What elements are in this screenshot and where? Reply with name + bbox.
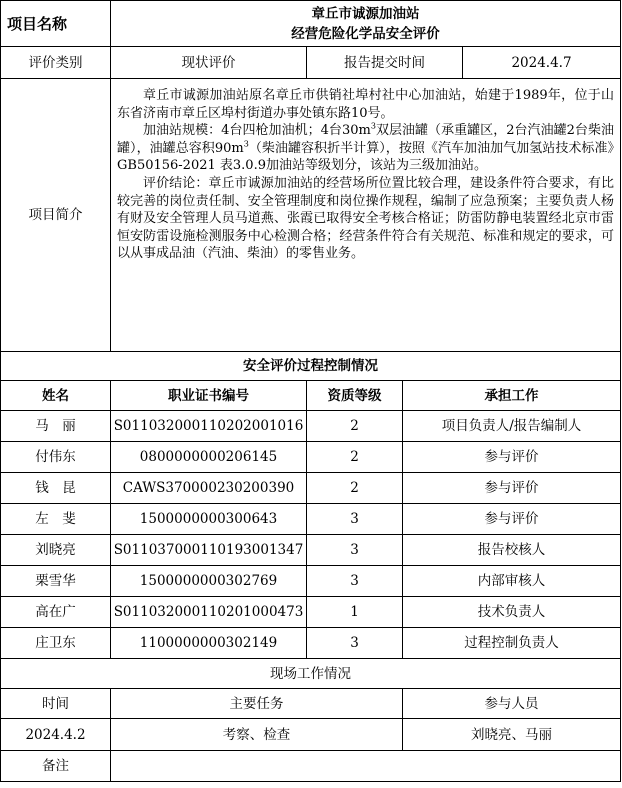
- scale-text-a: 加油站规模：4台四枪加油机；4台30m: [143, 123, 371, 139]
- table-row: [1, 473, 621, 504]
- project-title-line1: 章丘市诚源加油站: [311, 5, 420, 22]
- cert-number: S011032000110202001016: [111, 411, 307, 442]
- eval-type-row: [1, 47, 621, 79]
- person-name: 栗雪华: [1, 566, 111, 597]
- project-title: [111, 1, 621, 47]
- project-name-label: 项目名称: [1, 1, 111, 47]
- table-row: [1, 535, 621, 566]
- eval-type-label: 评价类别: [1, 47, 111, 79]
- report-time-value: 2024.4.7: [463, 47, 621, 79]
- intro-text: [111, 79, 621, 352]
- cert-number: S011032000110201000473: [111, 597, 307, 628]
- site-col-task: 主要任务: [111, 689, 403, 719]
- col-header-level: 资质等级: [307, 381, 403, 411]
- table-row: [1, 411, 621, 442]
- superscript-3: 3: [370, 121, 376, 131]
- assigned-work: 项目负责人/报告编制人: [403, 411, 621, 442]
- person-name: 庄卫东: [1, 628, 111, 659]
- process-section-title: 安全评价过程控制情况: [1, 352, 621, 381]
- col-header-work: 承担工作: [403, 381, 621, 411]
- report-time-label: 报告提交时间: [307, 47, 463, 79]
- intro-paragraph-history: 章丘市诚源加油站原名章丘市供销社埠村社中心加油站，始建于1989年，位于山东省济南市章丘区埠村街道办事处镇东路10号。: [117, 88, 614, 121]
- site-header-row: [1, 689, 621, 719]
- process-header-row: [1, 381, 621, 411]
- table-row: [1, 597, 621, 628]
- process-section-row: [1, 352, 621, 381]
- intro-paragraph-conclusion: 评价结论：章丘市诚源加油站的经营场所位置比较合理，建设条件符合要求，有比较完善的岗位责任制、安全管理制度和岗位操作规程，编制了应急预案；主要负责人杨有财及安全管理人员马道燕、张霞已取得安全考核合格证；防雷防静电装置经北京市雷恒安防雷设施检测服务中心检测合格；经营条件符合有关规范、标准和规定的要求，可以从事成品油（汽油、柴油）的零售业务。: [117, 175, 614, 262]
- assigned-work: 报告校核人: [403, 535, 621, 566]
- superscript-3b: 3: [243, 139, 249, 149]
- site-task: 考察、检查: [111, 719, 403, 751]
- site-col-people: 参与人员: [403, 689, 621, 719]
- remarks-row: [1, 751, 621, 782]
- table-row: [1, 504, 621, 535]
- assigned-work: 参与评价: [403, 442, 621, 473]
- cert-number: CAWS370000230200390: [111, 473, 307, 504]
- assigned-work: 过程控制负责人: [403, 628, 621, 659]
- person-name: 高在广: [1, 597, 111, 628]
- cert-number: 0800000000206145: [111, 442, 307, 473]
- person-name: 马 丽: [1, 411, 111, 442]
- cert-number: 1500000000302769: [111, 566, 307, 597]
- qualification-level: 2: [307, 411, 403, 442]
- assigned-work: 内部审核人: [403, 566, 621, 597]
- qualification-level: 1: [307, 597, 403, 628]
- col-header-name: 姓名: [1, 381, 111, 411]
- site-row: [1, 719, 621, 751]
- project-title-line2: 经营危险化学品安全评价: [291, 25, 440, 42]
- cert-number: 1500000000300643: [111, 504, 307, 535]
- qualification-level: 3: [307, 566, 403, 597]
- person-name: 付伟东: [1, 442, 111, 473]
- site-section-row: [1, 659, 621, 689]
- remarks-value: [111, 751, 621, 782]
- table-row: [1, 442, 621, 473]
- site-time: 2024.4.2: [1, 719, 111, 751]
- site-col-time: 时间: [1, 689, 111, 719]
- site-people: 刘晓亮、马丽: [403, 719, 621, 751]
- person-name: 左 斐: [1, 504, 111, 535]
- scale-text-c: （柴油罐容积折半计算），按照《汽车加油加气加氢站技术标准》GB50156-2021 表3.0.9加油站等级划分，该站为三级加油站。: [117, 140, 614, 174]
- intro-row: [1, 79, 621, 352]
- person-name: 刘晓亮: [1, 535, 111, 566]
- qualification-level: 3: [307, 535, 403, 566]
- cert-number: S011037000110193001347: [111, 535, 307, 566]
- assigned-work: 技术负责人: [403, 597, 621, 628]
- assigned-work: 参与评价: [403, 473, 621, 504]
- col-header-cert: 职业证书编号: [111, 381, 307, 411]
- scale-text-b: 双层油罐（承重罐区，2台汽油罐2台柴油罐），油罐总容积90m: [117, 123, 614, 156]
- person-name: 钱 昆: [1, 473, 111, 504]
- eval-type-value: 现状评价: [111, 47, 307, 79]
- qualification-level: 3: [307, 628, 403, 659]
- table-row: [1, 566, 621, 597]
- qualification-level: 2: [307, 473, 403, 504]
- qualification-level: 2: [307, 442, 403, 473]
- cert-number: 1100000000302149: [111, 628, 307, 659]
- remarks-label: 备注: [1, 751, 111, 782]
- intro-paragraph-scale: [117, 122, 614, 175]
- assigned-work: 参与评价: [403, 504, 621, 535]
- site-section-title: 现场工作情况: [1, 659, 621, 689]
- intro-label: 项目简介: [1, 79, 111, 352]
- project-name-row: [1, 1, 621, 47]
- qualification-level: 3: [307, 504, 403, 535]
- table-row: [1, 628, 621, 659]
